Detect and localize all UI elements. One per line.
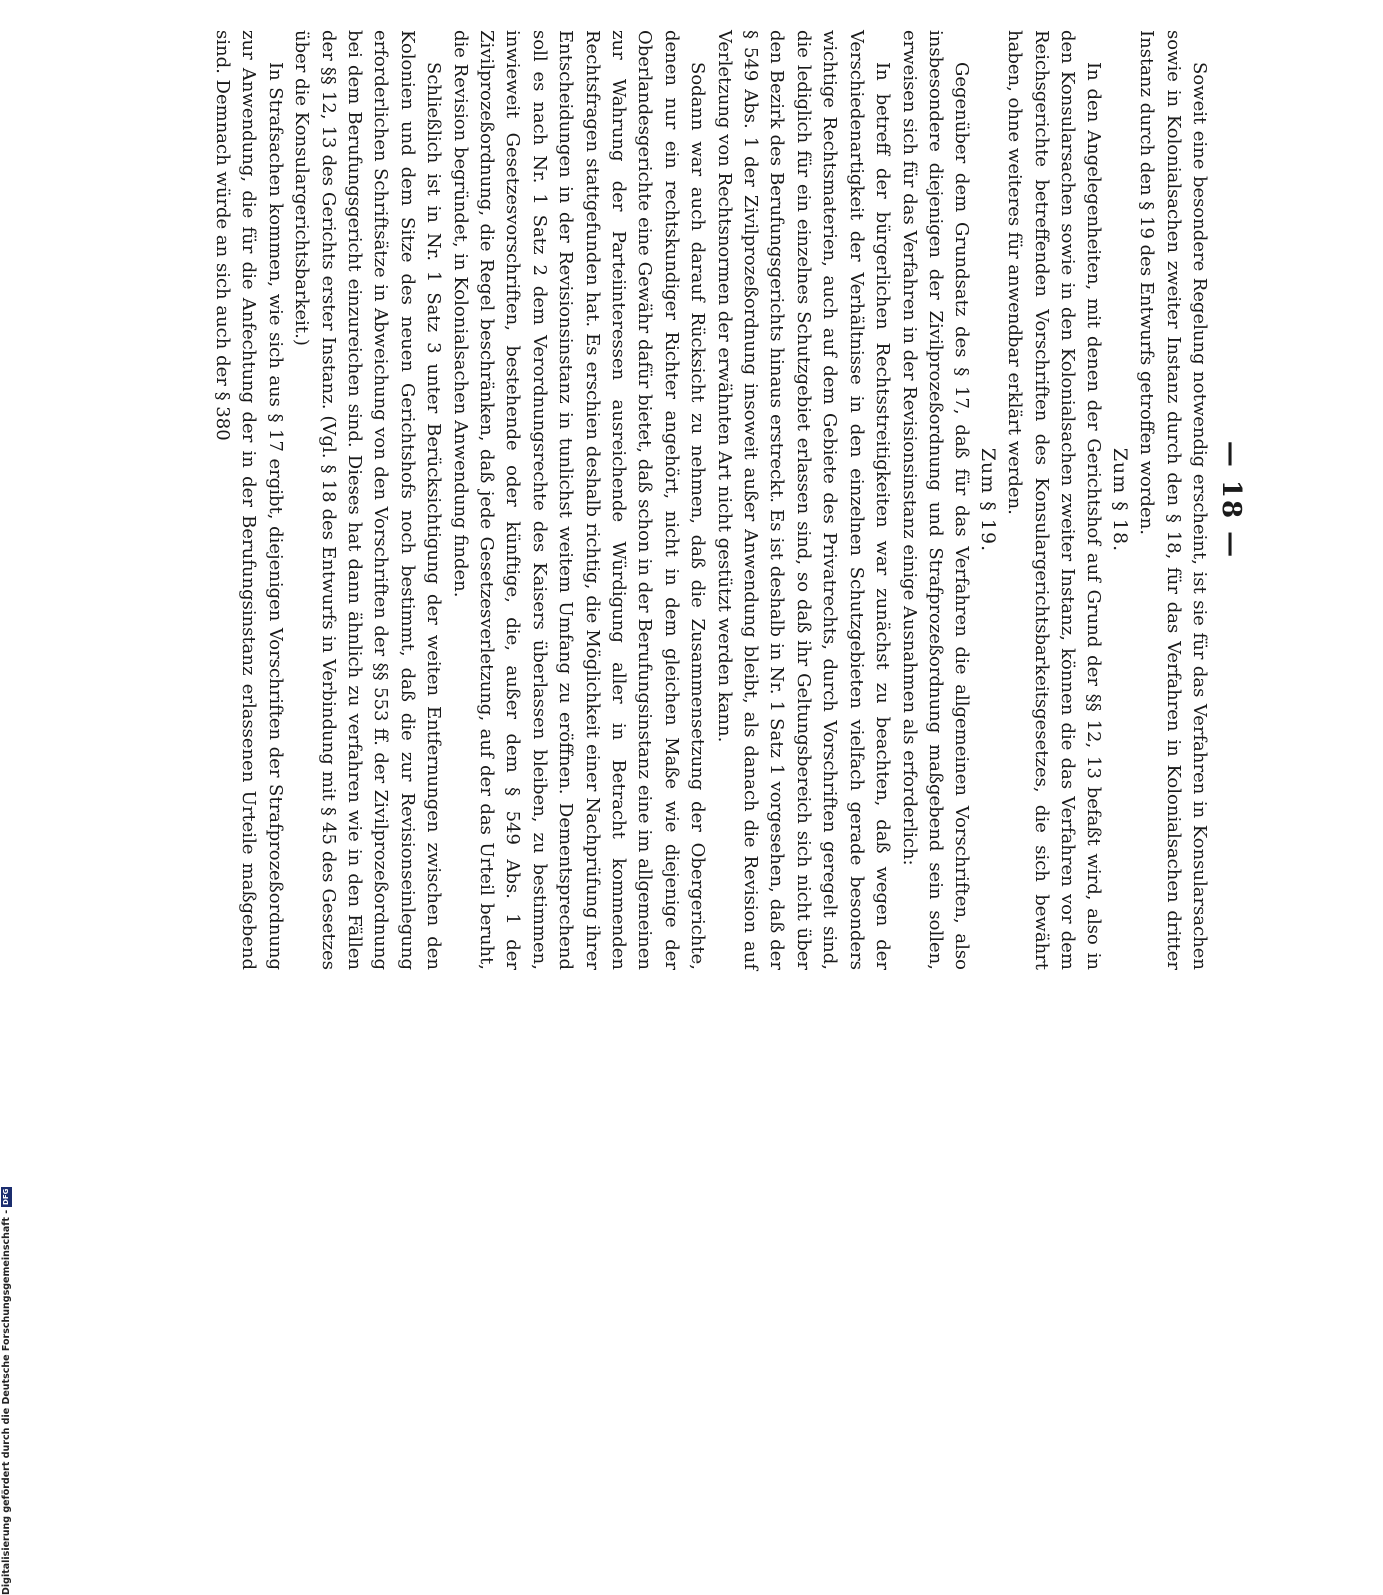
dfg-logo-icon: DFG — [2, 1188, 10, 1205]
intro-paragraph: Soweit eine besondere Regelung notwendig erscheint, ist sie für das Verfahren in Konsularsachen sowie in Kolonialsachen zweiter Instanz durch den § 18, für das Verfahren in Kolonialsachen dritter Instanz durch den § 19 des Entwurfs getroffen worden. — [1136, 30, 1210, 970]
document-page — [160, 30, 1250, 970]
paragraph-18-1: In den Angelegenheiten, mit denen der Gerichtshof auf Grund der §§ 12, 13 befaßt wird, also in den Konsularsachen sowie in den Kolonialsachen zweiter Instanz, können die das Verfahren vor dem Reichsgerichte betreffenden Vorschriften des Konsulargerichtsbarkeitsgesetzes, die sich bewährt haben, ohne weiteres für anwendbar erklärt werden. — [1004, 30, 1105, 970]
paragraph-19-4: Schließlich ist in Nr. 1 Satz 3 unter Berücksichtigung der weiten Entfernungen zwischen den Kolonien und dem Sitze des neuen Gerichtshofs noch bestimmt, daß die zur Revisionseinlegung erforderlichen Schriftsätze in Abweichung von den Vorschriften der §§ 553 ff. der Zivilprozeßordnung bei dem Berufungsgericht einzureichen sind. Dieses hat dann ähnlich zu verfahren wie in den Fällen der §§ 12, 13 des Gerichts erster Instanz. (Vgl. § 18 des Entwurfs in Verbindung mit § 45 des Gesetzes über die Konsulargerichtsbarkeit.) — [291, 30, 445, 970]
paragraph-19-3: Sodann war auch darauf Rücksicht zu nehmen, daß die Zusammensetzung der Obergerichte, denen nur ein rechtskundiger Richter angehört, nicht in dem gleichen Maße wie diejenige der Oberlandesgerichte eine Gewähr dafür bietet, daß schon in der Berufungsinstanz eine im allgemeinen zur Wahrung der Parteiinteressen ausreichende Würdigung aller in Betracht kommenden Rechtsfragen stattgefunden hat. Es erschien deshalb richtig, die Möglichkeit einer Nachprüfung ihrer Entscheidungen in der Revisionsinstanz in tunlichst weitem Umfang zu eröffnen. Dementsprechend soll es nach Nr. 1 Satz 2 dem Verordnungsrechte des Kaisers überlassen bleiben, zu bestimmen, inwieweit Gesetzesvorschriften, bestehende oder künftige, die, außer dem § 549 Abs. 1 der Zivilprozeßordnung, die Regel beschränken, daß jede Gesetzesverletzung, auf der das Urteil beruht, die Revision begründet, in Kolonialsachen Anwendung finden. — [449, 30, 709, 970]
paragraph-19-2: In betreff der bürgerlichen Rechtsstreitigkeiten war zunächst zu beachten, daß wegen der Verschiedenartigkeit der Verhältnisse in den einzelnen Schutzgebieten vielfach gerade besonders wichtige Rechtsmaterien, auch auf dem Gebiete des Privatrechts, durch Vorschriften geregelt sind, die lediglich für ein einzelnes Schutzgebiet erlassen sind, so daß ihr Geltungsbereich sich nicht über den Bezirk des Berufungsgerichts hinaus erstreckt. Es ist deshalb in Nr. 1 Satz 1 vorgesehen, daß der § 549 Abs. 1 der Zivilprozeßordnung insoweit außer Anwendung bleibt, als danach die Revision auf Verletzung von Rechtsnormen der erwähnten Art nicht gestützt werden kann. — [713, 30, 894, 970]
digitization-footer — [0, 1188, 14, 1595]
page-number: — 18 — — [1216, 440, 1246, 560]
paragraph-19-1: Gegenüber dem Grundsatz des § 17, daß für das Verfahren die allgemeinen Vorschriften, also insbesondere diejenigen der Zivilprozeßordnung und Strafprozeßordnung maßgebend sein sollen, erweisen sich für das Verfahren in der Revisionsinstanz einige Ausnahmen als erforderlich: — [898, 30, 973, 970]
section-heading-18: Zum § 18. — [1108, 447, 1131, 553]
paragraph-19-5: In Strafsachen kommen, wie sich aus § 17 ergibt, diejenigen Vorschriften der Strafprozeßordnung zur Anwendung, die für die Anfechtung der in der Berufungsinstanz erlassenen Urteile maßgebend sind. Demnach würde an sich auch der § 380 — [211, 30, 286, 970]
text-column — [160, 30, 1250, 970]
footer-text: Digitalisierung gefördert durch die Deutsche Forschungsgemeinschaft - — [1, 1209, 12, 1595]
section-heading-19: Zum § 19. — [976, 447, 999, 553]
